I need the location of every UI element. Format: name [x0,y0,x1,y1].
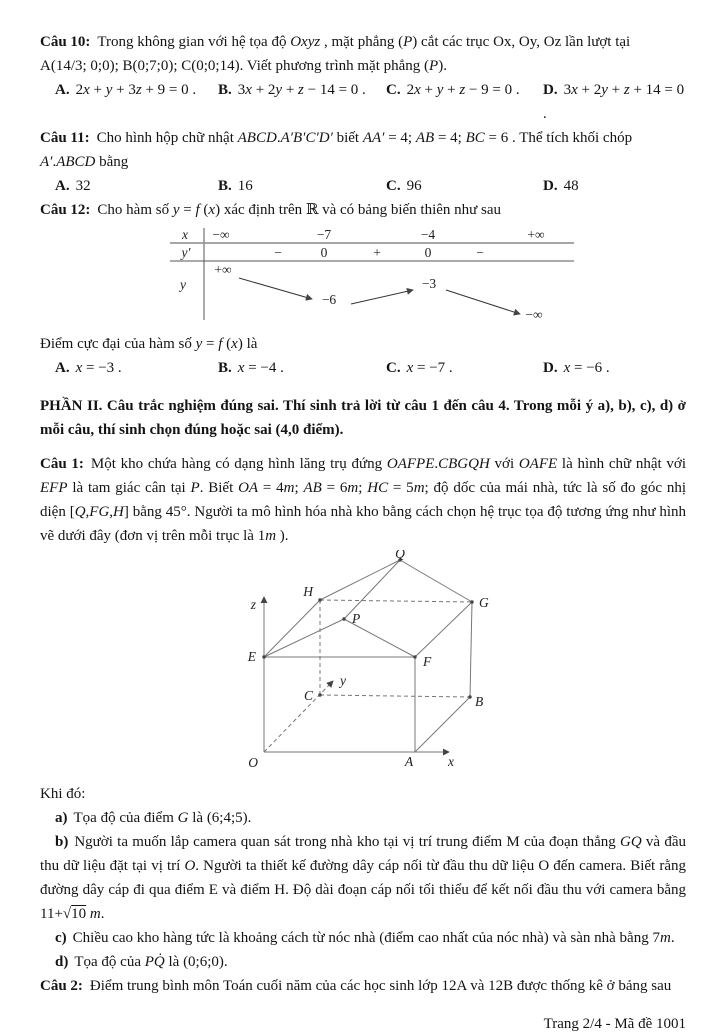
reals-symbol: ℝ [305,202,319,218]
warehouse-figure-svg [242,550,512,772]
text-segment: ). [276,528,289,544]
math-segment: [Q,FG,H] [69,504,129,520]
option-text: 2x + y + z − 9 = 0 . [406,82,520,98]
text-segment: Điểm trung bình môn Toán cuối năm của các học sinh lớp 12A và 12B được thống kê ở bảng sau [89,978,672,994]
option-letter: B. [218,360,232,376]
option-letter: C. [386,82,401,98]
sign: − [476,245,484,260]
math-segment: G [177,810,189,826]
option-c [386,78,543,126]
text-segment: là tam giác cân tại [67,480,191,496]
option-b [218,78,386,126]
item-b-key: b) [55,834,69,850]
option-text: 96 [406,178,422,194]
question-11-options [40,174,686,198]
y-value: +∞ [214,262,232,277]
question-11-label: Câu 11: [40,130,90,146]
question-10-line1 [40,30,686,54]
math-segment: (P) [398,34,418,50]
table-text [178,227,545,322]
math-segment: y = f (x) [195,336,243,352]
option-text: x = −3 . [75,360,122,376]
text-segment: cắt các trục Ox, Oy, Oz lần lượt tại [417,34,631,50]
option-d [543,356,686,380]
text-segment: Người ta muốn lắp camera quan sát trong nhà kho tại vị trí trung điểm M của đoạn thẳng [74,834,621,850]
question-2-body [40,974,686,998]
question-10-label: Câu 10: [40,34,91,50]
text-segment: là hình chữ nhật với [557,456,687,472]
option-c [386,356,543,380]
item-c-key: c) [55,930,67,946]
y-value: −3 [421,276,437,291]
option-a [55,174,218,198]
text-segment: . Biết [199,480,239,496]
part-2-heading: PHẦN II. Câu trắc nghiệm đúng sai. Thí sinh trả lời từ câu 1 đến câu 4. Trong mỗi ý a), b), c), d) ở mỗi câu, thí sinh chọn đúng hoặc sai (4,0 điểm). [40,398,686,438]
question-12-stem [40,332,686,356]
label-x-axis: x [448,754,454,769]
text-segment: Chiều cao kho hàng tức là khoảng cách từ nóc nhà (điểm cao nhất của nóc nhà) và sàn nhà bằng 7 [72,930,660,946]
math-segment: O [184,858,196,874]
math-segment: AA′ = 4; AB = 4; BC = 6 [362,130,509,146]
option-b [218,174,386,198]
sign: 0 [320,245,328,260]
warehouse-figure [242,550,686,780]
math-segment: m [659,930,671,946]
math-segment: y = f (x) [172,202,221,218]
sign: + [373,245,381,260]
option-text: 16 [237,178,253,194]
label-P: P [352,611,361,626]
x-value: −7 [316,227,332,242]
option-text: 2x + y + 3z + 9 = 0 . [75,82,197,98]
option-letter: D. [543,360,558,376]
dashed-edges [264,600,472,752]
option-letter: D. [543,82,558,98]
text-segment: biết [332,130,363,146]
trend-arrows [239,278,520,314]
question-12-label: Câu 12: [40,202,91,218]
text-segment: và có bảng biến thiên như sau [318,202,502,218]
khi-do: Khi đó: [40,786,86,802]
variation-table-svg [166,226,576,322]
question-10-options [40,78,686,126]
question-12-options [40,356,686,380]
option-text: 3x + 2y + z − 14 = 0 . [237,82,366,98]
math-segment: m [265,528,277,544]
text-segment: . [670,930,675,946]
math-segment: m. [89,906,105,922]
option-text: x = −6 . [563,360,610,376]
label-F: F [423,654,432,669]
sign: − [274,245,282,260]
yprime-row-label: y′ [181,245,191,260]
math-segment: ABCD.A′B′C′D′ [237,130,333,146]
text-segment: là [164,954,184,970]
math-segment: OAFE [518,456,558,472]
item-d [40,950,686,974]
text-segment: Một kho chứa hàng có dạng hình lăng trụ đứng [90,456,387,472]
item-b [40,830,686,926]
option-letter: C. [386,178,401,194]
y-value: −∞ [525,307,543,322]
label-A: A [404,754,414,769]
text-segment: . Thể tích khối chóp [508,130,633,146]
option-c [386,174,543,198]
text-segment: độ dốc của mái nhà, tức là số đo góc nhị diện [40,480,686,520]
text-segment: bằng [95,154,129,170]
question-12-intro [40,198,686,222]
x-value: −∞ [212,227,230,242]
label-E: E [247,649,256,664]
option-letter: D. [543,178,558,194]
text-segment: . [223,954,228,970]
option-letter: A. [55,82,70,98]
variation-table [166,226,686,330]
text-segment: và đầu thu dữ liệu đặt tại vị trí [40,834,686,874]
item-d-key: d) [55,954,69,970]
math-segment: EFP [40,480,68,496]
option-letter: B. [218,82,232,98]
label-H: H [303,584,313,599]
text-segment: . [247,810,252,826]
text-segment: Tọa độ của điểm [73,810,178,826]
label-z-axis: z [250,597,256,612]
math-segment: P [190,480,200,496]
option-letter: A. [55,360,70,376]
math-segment: (6;4;5) [206,810,248,826]
sign: 0 [424,245,432,260]
option-text: x = −4 . [237,360,284,376]
option-letter: B. [218,178,232,194]
math-segment: A′.ABCD [40,154,96,170]
question-1-body [40,452,686,548]
text-segment: là [188,810,207,826]
label-O: O [248,755,258,770]
text-segment: với [489,456,519,472]
text-segment: . Người ta thiết kế đường dây cáp nối từ đầu thu dữ liệu O đến camera. Biết rằng đường dây cáp đi qua điểm E và điểm H. Độ dài đoạn cáp nối tối thiểu để kết nối đầu thu với camera bằng 11+ [40,858,686,922]
math-segment: OAFPE.CBGQH [386,456,490,472]
option-text: 3x + 2y + z + 14 = 0 . [543,82,685,122]
solid-edges [264,560,472,752]
item-a [40,806,686,830]
text-segment: Trong không gian với hệ tọa độ [97,34,291,50]
math-segment: (0;6;0) [183,954,224,970]
option-text: 32 [75,178,91,194]
text-segment: xác định trên [220,202,306,218]
label-y-axis: y [340,673,346,688]
vertex-dots [262,558,473,698]
option-d [543,78,686,126]
text-segment: Cho hình hộp chữ nhật [96,130,238,146]
math-segment: (P) [424,58,444,74]
y-row-label: y [180,277,186,292]
option-a [55,356,218,380]
radical-sign: √ [62,906,72,922]
text-segment: A(14/3; 0;0); B(0;7;0); C(0;0;14). Viết phương trình mặt phẳng [40,58,425,74]
x-value: +∞ [527,227,545,242]
x-value: −4 [420,227,436,242]
text-segment: là [242,336,258,352]
option-letter: A. [55,178,70,194]
y-value: −6 [321,292,337,307]
label-G: G [479,595,489,610]
label-B: B [475,694,484,709]
text-segment: Điểm cực đại của hàm số [40,336,196,352]
text-segment: Tọa độ của [74,954,145,970]
item-c [40,926,686,950]
text-segment: . [443,58,447,74]
option-letter: C. [386,360,401,376]
math-segment: GQ [620,834,642,850]
math-segment: OA = 4m; AB = 6m; HC = 5m; [238,480,429,496]
question-10-line2 [40,54,686,78]
question-2-label: Câu 2: [40,978,83,994]
text-segment: bằng 45°. Người ta mô hình hóa nhà kho bằng cách chọn hệ trục tọa độ tương ứng như hình vẽ dưới đây (đơn vị trên mỗi trục là 1 [40,504,686,544]
page-footer: Trang 2/4 - Mã đề 1001 [543,1016,686,1032]
text-segment: , mặt phẳng [320,34,399,50]
question-1-label: Câu 1: [40,456,84,472]
label-C: C [303,688,313,703]
option-b [218,356,386,380]
question-11-line1 [40,126,686,150]
option-a [55,78,218,126]
radicand: 10 [71,906,87,922]
option-text: 48 [563,178,579,194]
item-a-key: a) [55,810,68,826]
option-d [543,174,686,198]
vertex-labels [247,550,489,770]
math-segment: PQ̇ [144,954,165,970]
math-segment: Oxyz [290,34,321,50]
question-11-line2 [40,150,686,174]
text-segment: Cho hàm số [97,202,173,218]
option-text: x = −7 . [406,360,453,376]
x-row-label: x [182,227,188,242]
label-Q: Q [395,550,405,561]
